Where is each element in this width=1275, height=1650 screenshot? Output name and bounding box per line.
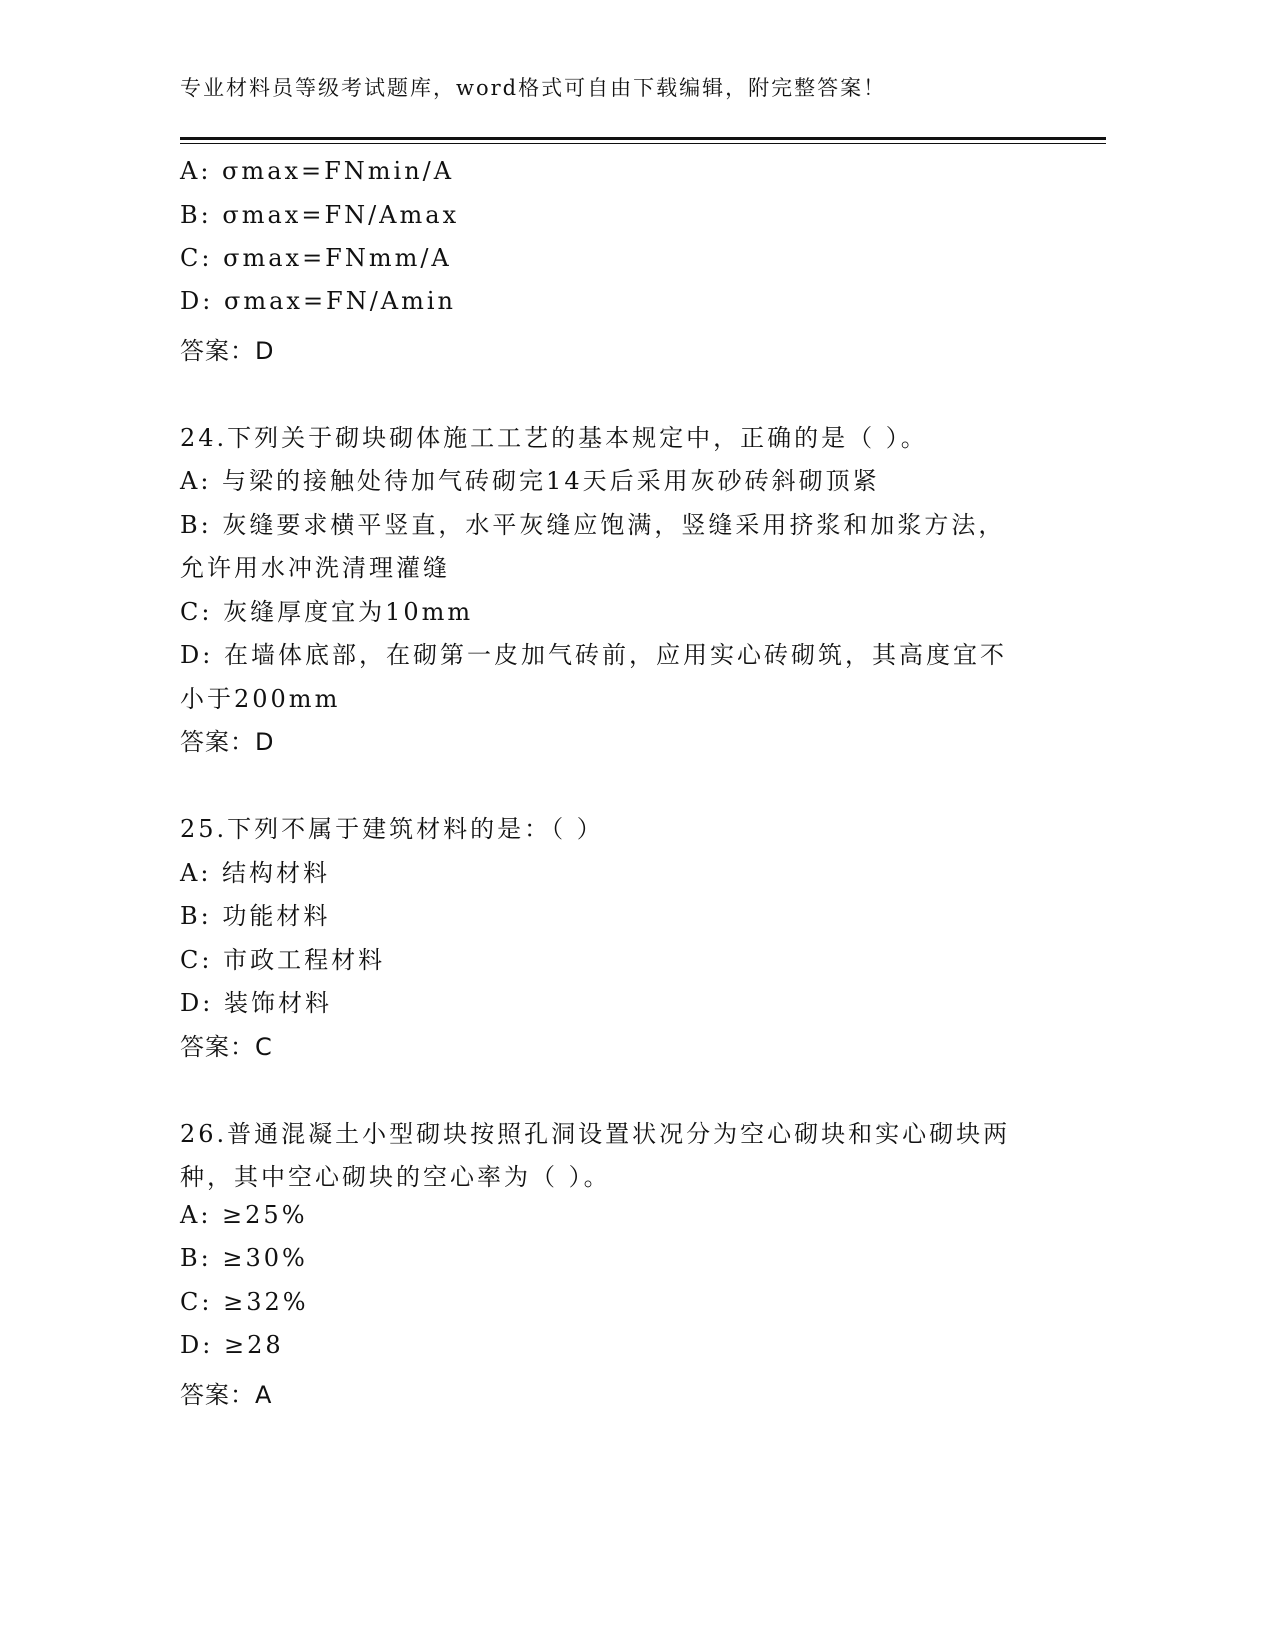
question-line: 25.下列不属于建筑材料的是：（ ） (180, 815, 604, 843)
question-line: 种，其中空心砌块的空心率为（ ）。 (180, 1163, 611, 1191)
answer-line: 答案：C (180, 1033, 273, 1061)
option-line: C: σmax=FNmm/A (180, 244, 452, 272)
option-line: D: 装饰材料 (180, 989, 332, 1017)
answer-line: 答案：D (180, 337, 275, 365)
option-line: C: 灰缝厚度宜为10mm (180, 598, 474, 626)
option-line: C: ≥32% (180, 1288, 309, 1316)
answer-line: 答案：A (180, 1381, 273, 1409)
answer-line: 答案：D (180, 728, 275, 756)
option-line: C: 市政工程材料 (180, 946, 386, 974)
header-rule-thin (180, 143, 1106, 144)
option-line: B: 灰缝要求横平竖直，水平灰缝应饱满，竖缝采用挤浆和加浆方法， (180, 511, 1006, 539)
option-line: A: 结构材料 (180, 859, 331, 887)
question-line: 24.下列关于砌块砌体施工工艺的基本规定中，正确的是（ ）。 (180, 424, 928, 452)
option-line: B: σmax=FN/Amax (180, 201, 460, 229)
option-line: A: ≥25% (180, 1201, 308, 1229)
question-line: 26.普通混凝土小型砌块按照孔洞设置状况分为空心砌块和实心砌块两 (180, 1120, 1011, 1148)
header-rule-thick (180, 137, 1106, 140)
option-line: D: σmax=FN/Amin (180, 287, 457, 315)
option-line: B: ≥30% (180, 1244, 308, 1272)
option-line: A: σmax=FNmin/A (180, 157, 455, 185)
option-line: B: 功能材料 (180, 902, 331, 930)
option-line: D: ≥28 (180, 1331, 284, 1359)
page-header: 专业材料员等级考试题库，word格式可自由下载编辑，附完整答案！ (180, 76, 887, 100)
option-line: 允许用水冲洗清理灌缝 (180, 554, 450, 582)
option-line: 小于200mm (180, 685, 341, 713)
option-line: D: 在墙体底部，在砌第一皮加气砖前，应用实心砖砌筑，其高度宜不 (180, 641, 1007, 669)
option-line: A: 与梁的接触处待加气砖砌完14天后采用灰砂砖斜砌顶紧 (180, 467, 880, 495)
